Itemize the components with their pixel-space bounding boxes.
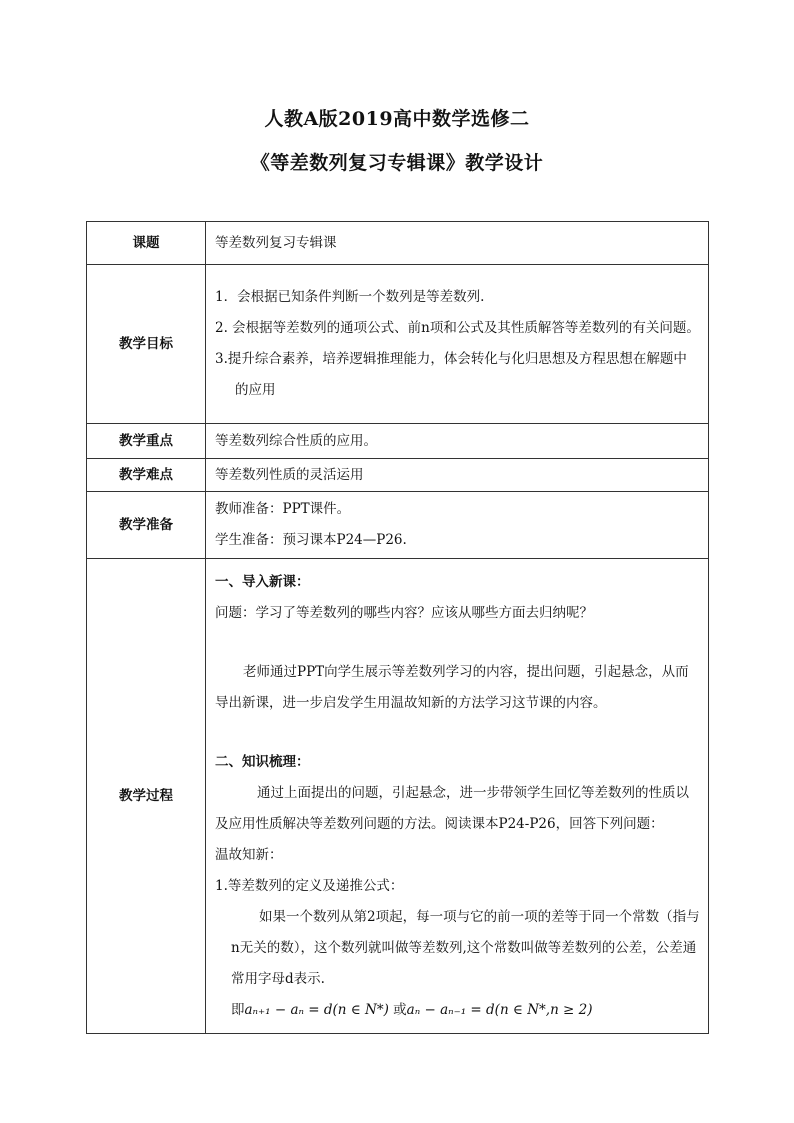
goals-label: 教学目标 bbox=[87, 265, 206, 424]
process-content bbox=[206, 559, 709, 1034]
spacer bbox=[215, 719, 700, 747]
lesson-plan-table bbox=[86, 221, 709, 1034]
review-label: 温故知新： bbox=[215, 846, 283, 863]
goals-content bbox=[206, 265, 709, 424]
student-prep: 学生准备：预习课本P24—P26. bbox=[215, 532, 407, 548]
table-row-topic bbox=[87, 222, 709, 265]
goal-item-3: 3.提升综合素养，培养逻辑推理能力，体会转化与化归思想及方程思想在解题中的应用 bbox=[215, 351, 687, 398]
goal-item-2: 2. 会根据等差数列的通项公式、前n项和公式及其性质解答等差数列的有关问题。 bbox=[215, 320, 700, 336]
review-paragraph: 通过上面提出的问题，引起悬念，进一步带领学生回忆等差数列的性质以及应用性质解决等差数列问题的方法。阅读课本P24-P26，回答下列问题： bbox=[215, 784, 689, 832]
preparation-label: 教学准备 bbox=[87, 492, 206, 559]
table-row-goals bbox=[87, 265, 709, 424]
topic-label: 课题 bbox=[87, 222, 206, 265]
formula-a: aₙ₊₁ − aₙ = d(n ∈ N*) bbox=[244, 1001, 389, 1018]
difficulty-content: 等差数列性质的灵活运用 bbox=[206, 459, 709, 492]
difficulty-label: 教学难点 bbox=[87, 459, 206, 492]
teacher-prep: 教师准备：PPT课件。 bbox=[215, 501, 351, 517]
intro-question: 问题：学习了等差数列的哪些内容？应该从哪些方面去归纳呢？ bbox=[215, 604, 593, 621]
table-row-key-points bbox=[87, 424, 709, 459]
item1-definition: 如果一个数列从第2项起，每一项与它的前一项的差等于同一个常数（指与n无关的数），这个数列就叫做等差数列,这个常数叫做等差数列的公差，公差通常用字母d表示. bbox=[231, 908, 700, 987]
table-row-difficulty bbox=[87, 459, 709, 492]
key-points-content: 等差数列综合性质的应用。 bbox=[206, 424, 709, 459]
section-intro-title: 一、导入新课： bbox=[215, 573, 310, 590]
goal-item-1: 1．会根据已知条件判断一个数列是等差数列. bbox=[215, 289, 485, 305]
document-subtitle: 《等差数列复习专辑课》教学设计 bbox=[250, 152, 544, 174]
section-review-title: 二、知识梳理： bbox=[215, 753, 310, 770]
table-row-process bbox=[87, 559, 709, 1034]
formula-prefix: 即 bbox=[231, 1001, 245, 1018]
formula-b: aₙ − aₙ₋₁ = d(n ∈ N*,n ≥ 2) bbox=[406, 1001, 593, 1018]
topic-content: 等差数列复习专辑课 bbox=[206, 222, 709, 265]
preparation-content bbox=[206, 492, 709, 559]
spacer bbox=[215, 629, 700, 657]
document-title: 人教A版2019高中数学选修二 bbox=[264, 108, 530, 130]
table-row-preparation bbox=[87, 492, 709, 559]
intro-paragraph: 老师通过PPT向学生展示等差数列学习的内容，提出问题，引起悬念，从而导出新课，进一步启发学生用温故知新的方法学习这节课的内容。 bbox=[215, 663, 689, 711]
formula-or: 或 bbox=[393, 1001, 407, 1018]
recursive-formula bbox=[215, 995, 700, 1026]
item1-title: 1.等差数列的定义及递推公式： bbox=[215, 877, 404, 894]
process-label: 教学过程 bbox=[87, 559, 206, 1034]
key-points-label: 教学重点 bbox=[87, 424, 206, 459]
